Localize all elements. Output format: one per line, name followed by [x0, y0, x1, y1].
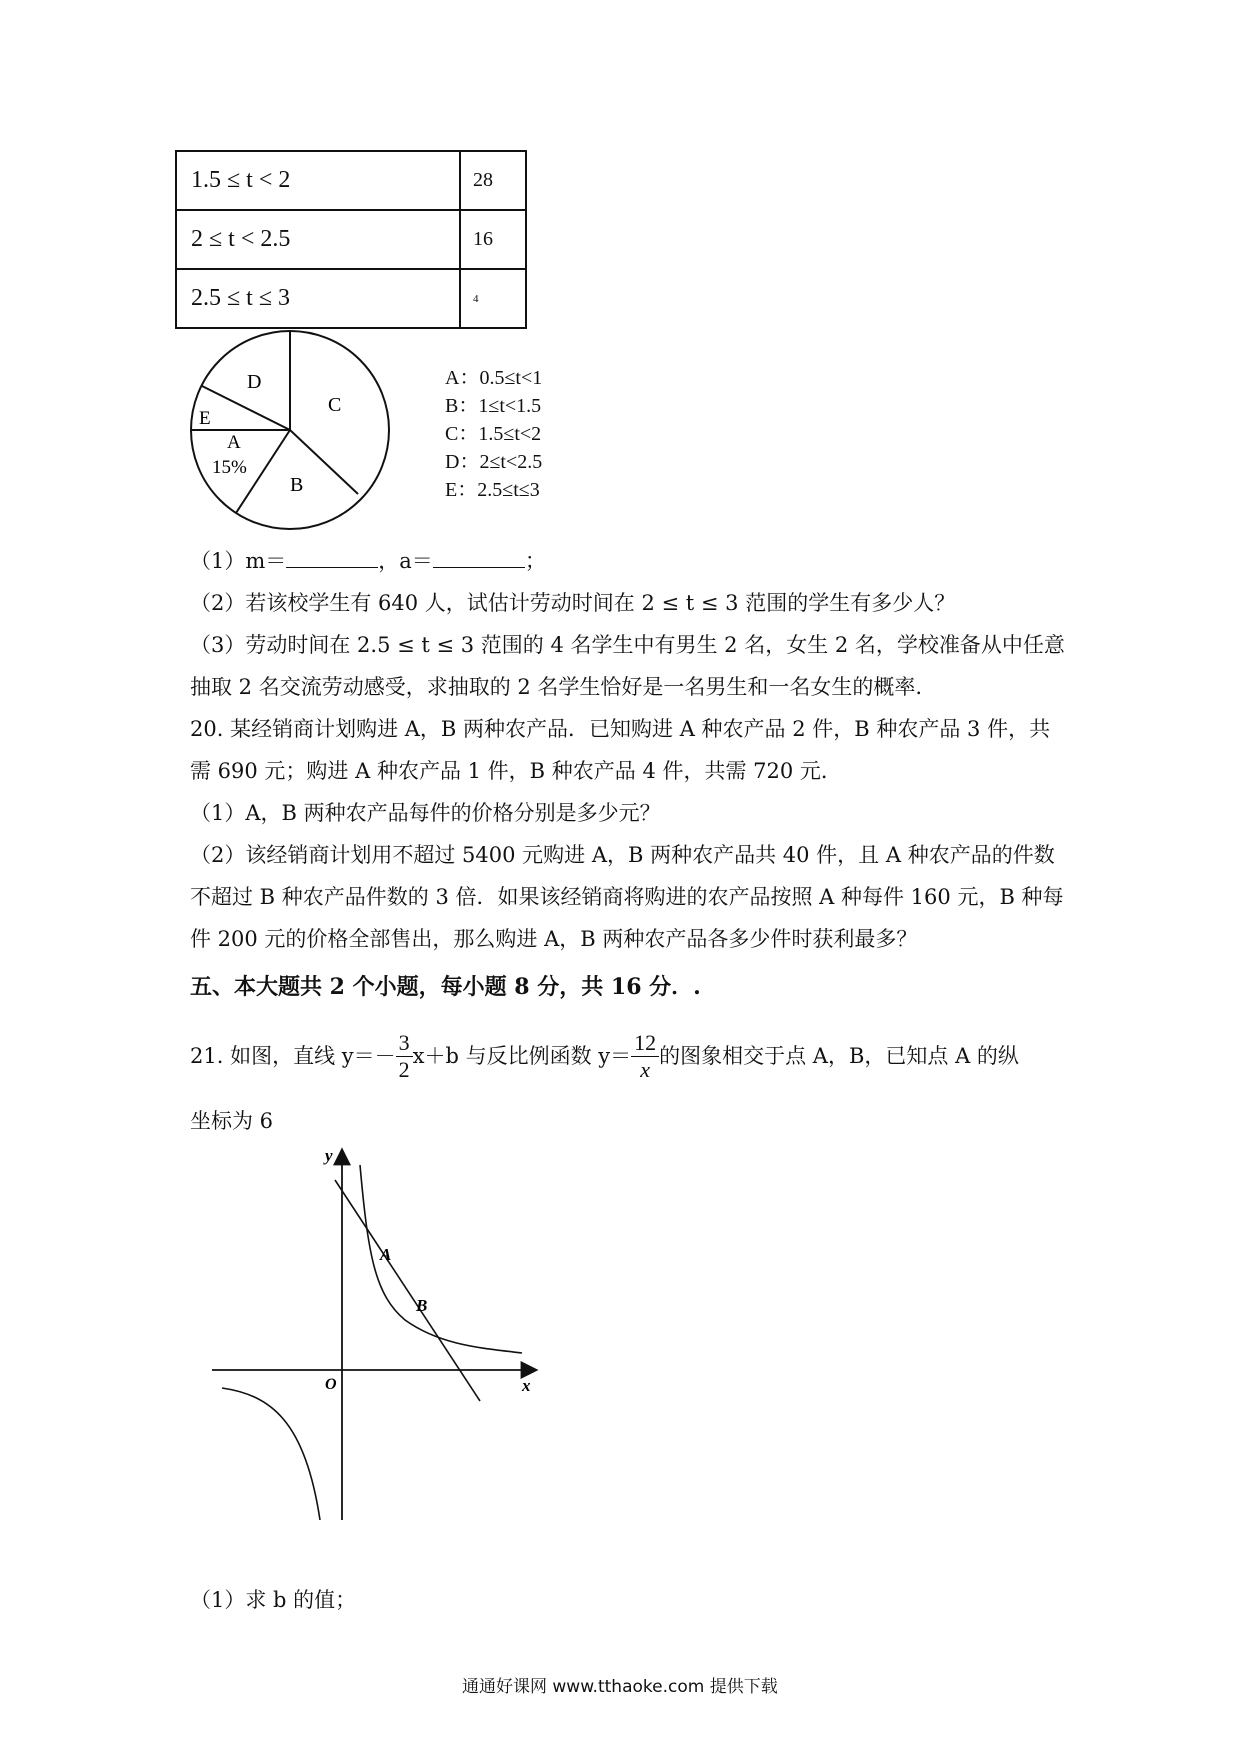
slice-label-e: E	[199, 408, 211, 429]
p1-end: ；	[524, 549, 546, 573]
fraction-3-2	[396, 1030, 413, 1083]
slice-label-a: A	[227, 432, 241, 453]
straight-line	[335, 1180, 480, 1401]
legend-item: A：0.5≤t<1	[445, 367, 543, 389]
legend-item: E：2.5≤t≤3	[445, 479, 540, 501]
table-row	[176, 151, 526, 210]
q20-part1: （1）A，B 两种农产品每件的价格分别是多少元？	[190, 801, 661, 825]
table-row	[176, 210, 526, 269]
q20-stem-line2: 需 690 元；购进 A 种农产品 1 件，B 种农产品 4 件，共需 720 元．	[190, 759, 842, 783]
point-b-label: B	[416, 1296, 428, 1315]
q19-part1	[190, 546, 546, 576]
slice-percent-a: 15%	[212, 457, 247, 478]
q21-mid: x＋b 与反比例函数 y＝	[412, 1044, 632, 1068]
q21-stem-line1	[190, 1026, 1019, 1086]
a-label: ，a＝	[378, 549, 433, 573]
legend-item: C：1.5≤t<2	[445, 423, 542, 445]
q21-stem-line2: 坐标为 6	[190, 1109, 274, 1133]
pie-divider	[202, 386, 290, 430]
slice-label-c: C	[328, 394, 342, 416]
legend-item: B：1≤t<1.5	[445, 395, 542, 417]
slice-label-d: D	[247, 371, 262, 393]
q20-stem-line1: 20. 某经销商计划购进 A，B 两种农产品．已知购进 A 种农产品 2 件，B 种农产品 3 件，共	[190, 717, 1051, 741]
count-cell: 4	[460, 269, 526, 328]
slice-label-b: B	[290, 474, 304, 496]
frac-numerator: 12	[631, 1030, 659, 1057]
count-cell: 28	[460, 151, 526, 210]
fraction-12-x	[631, 1030, 659, 1083]
a-blank[interactable]	[433, 547, 525, 568]
point-a-label: A	[380, 1245, 392, 1264]
m-blank[interactable]	[286, 547, 378, 568]
q20-part2-line2: 不超过 B 种农产品件数的 3 倍．如果该经销商将购进的农产品按照 A 种每件 160 元，B 种每	[190, 885, 1064, 909]
pie-legend	[445, 364, 542, 504]
y-axis-label: y	[325, 1146, 333, 1165]
frac-denominator: x	[640, 1056, 650, 1082]
range-cell: 2 ≤ t < 2.5	[176, 210, 460, 269]
q19-part2: （2）若该校学生有 640 人，试估计劳动时间在 2 ≤ t ≤ 3 范围的学生有多少人？	[190, 591, 956, 615]
range-cell: 1.5 ≤ t < 2	[176, 151, 460, 210]
origin-label: O	[325, 1376, 337, 1393]
page-footer: 通通好课网 www.tthaoke.com 提供下载	[462, 1677, 778, 1697]
frac-denominator: 2	[398, 1056, 410, 1082]
range-cell: 2.5 ≤ t ≤ 3	[176, 269, 460, 328]
count-cell: 16	[460, 210, 526, 269]
function-graph	[200, 1145, 550, 1525]
q19-part3-line2: 抽取 2 名交流劳动感受，求抽取的 2 名学生恰好是一名男生和一名女生的概率.	[190, 675, 923, 699]
hyperbola-branch-left	[222, 1388, 320, 1520]
q20-part2-line3: 件 200 元的价格全部售出，那么购进 A，B 两种农产品各多少件时获利最多？	[190, 927, 918, 951]
q19-part3-line1: （3）劳动时间在 2.5 ≤ t ≤ 3 范围的 4 名学生中有男生 2 名，女生 2 名，学校准备从中任意	[190, 633, 1065, 657]
section-heading: 五、本大题共 2 个小题，每小题 8 分，共 16 分．.	[190, 974, 701, 1000]
m-label: （1）m＝	[190, 549, 287, 573]
table-row	[176, 269, 526, 328]
pie-chart	[190, 330, 400, 540]
frequency-table	[175, 150, 527, 329]
q21-part1: （1）求 b 的值；	[190, 1588, 357, 1612]
frac-numerator: 3	[396, 1030, 413, 1057]
q21-pre: 21. 如图，直线 y＝－	[190, 1044, 396, 1068]
x-axis-label: x	[522, 1376, 531, 1395]
q21-post: 的图象相交于点 A，B，已知点 A 的纵	[659, 1044, 1019, 1068]
q20-part2-line1: （2）该经销商计划用不超过 5400 元购进 A，B 两种农产品共 40 件，且 A 种农产品的件数	[190, 843, 1055, 867]
legend-item: D：2≤t<2.5	[445, 451, 543, 473]
